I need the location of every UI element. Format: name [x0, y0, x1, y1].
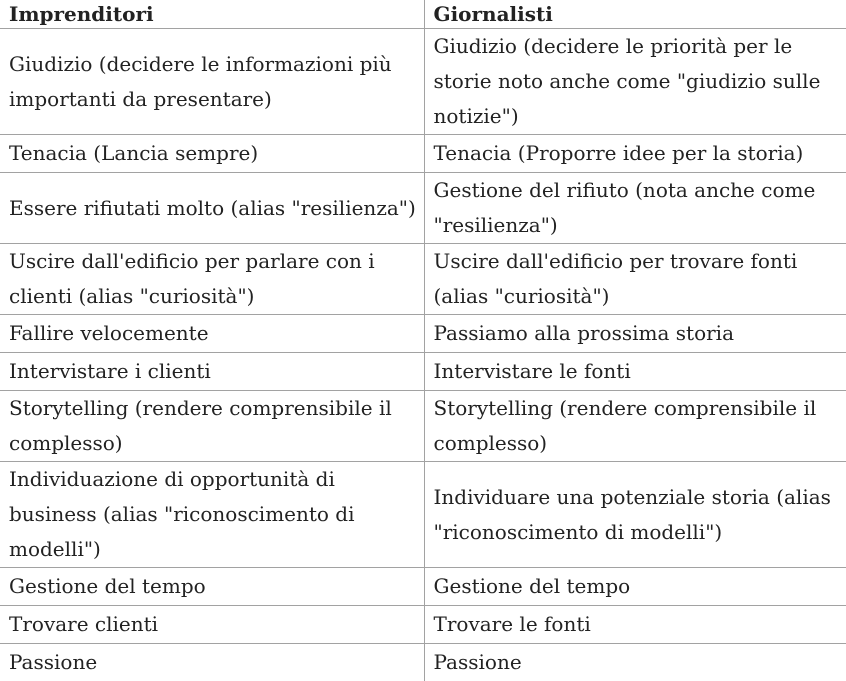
- cell-giornalisti: Giudizio (decidere le priorità per le storie noto anche come "giudizio sulle notizie"): [424, 29, 846, 135]
- cell-imprenditori: Gestione del tempo: [0, 568, 424, 606]
- cell-giornalisti: Passione: [424, 644, 846, 681]
- cell-imprenditori: Individuazione di opportunità di business (alias "riconoscimento di modelli"): [0, 462, 424, 568]
- cell-giornalisti: Uscire dall'edificio per trovare fonti (alias "curiosità"): [424, 244, 846, 315]
- table-row: [0, 244, 846, 315]
- cell-giornalisti: Gestione del tempo: [424, 568, 846, 606]
- cell-giornalisti: Storytelling (rendere comprensibile il complesso): [424, 391, 846, 462]
- cell-giornalisti: Trovare le fonti: [424, 606, 846, 644]
- cell-imprenditori: Trovare clienti: [0, 606, 424, 644]
- table-row: [0, 353, 846, 391]
- cell-giornalisti: Individuare una potenziale storia (alias "riconoscimento di modelli"): [424, 462, 846, 568]
- cell-imprenditori: Essere rifiutati molto (alias "resilienza"): [0, 173, 424, 244]
- table-row: [0, 29, 846, 135]
- cell-giornalisti: Gestione del rifiuto (nota anche come "resilienza"): [424, 173, 846, 244]
- cell-imprenditori: Intervistare i clienti: [0, 353, 424, 391]
- table-row: [0, 315, 846, 353]
- table-row: [0, 606, 846, 644]
- cell-imprenditori: Storytelling (rendere comprensibile il complesso): [0, 391, 424, 462]
- table-row: [0, 644, 846, 681]
- table-row: [0, 462, 846, 568]
- header-imprenditori: Imprenditori: [0, 0, 424, 29]
- cell-imprenditori: Giudizio (decidere le informazioni più importanti da presentare): [0, 29, 424, 135]
- table-header-row: [0, 0, 846, 29]
- cell-giornalisti: Intervistare le fonti: [424, 353, 846, 391]
- header-giornalisti: Giornalisti: [424, 0, 846, 29]
- cell-imprenditori: Uscire dall'edificio per parlare con i clienti (alias "curiosità"): [0, 244, 424, 315]
- table-row: [0, 173, 846, 244]
- cell-imprenditori: Tenacia (Lancia sempre): [0, 135, 424, 173]
- cell-giornalisti: Passiamo alla prossima storia: [424, 315, 846, 353]
- table-row: [0, 135, 846, 173]
- cell-imprenditori: Passione: [0, 644, 424, 681]
- cell-imprenditori: Fallire velocemente: [0, 315, 424, 353]
- cell-giornalisti: Tenacia (Proporre idee per la storia): [424, 135, 846, 173]
- table-row: [0, 568, 846, 606]
- table-row: [0, 391, 846, 462]
